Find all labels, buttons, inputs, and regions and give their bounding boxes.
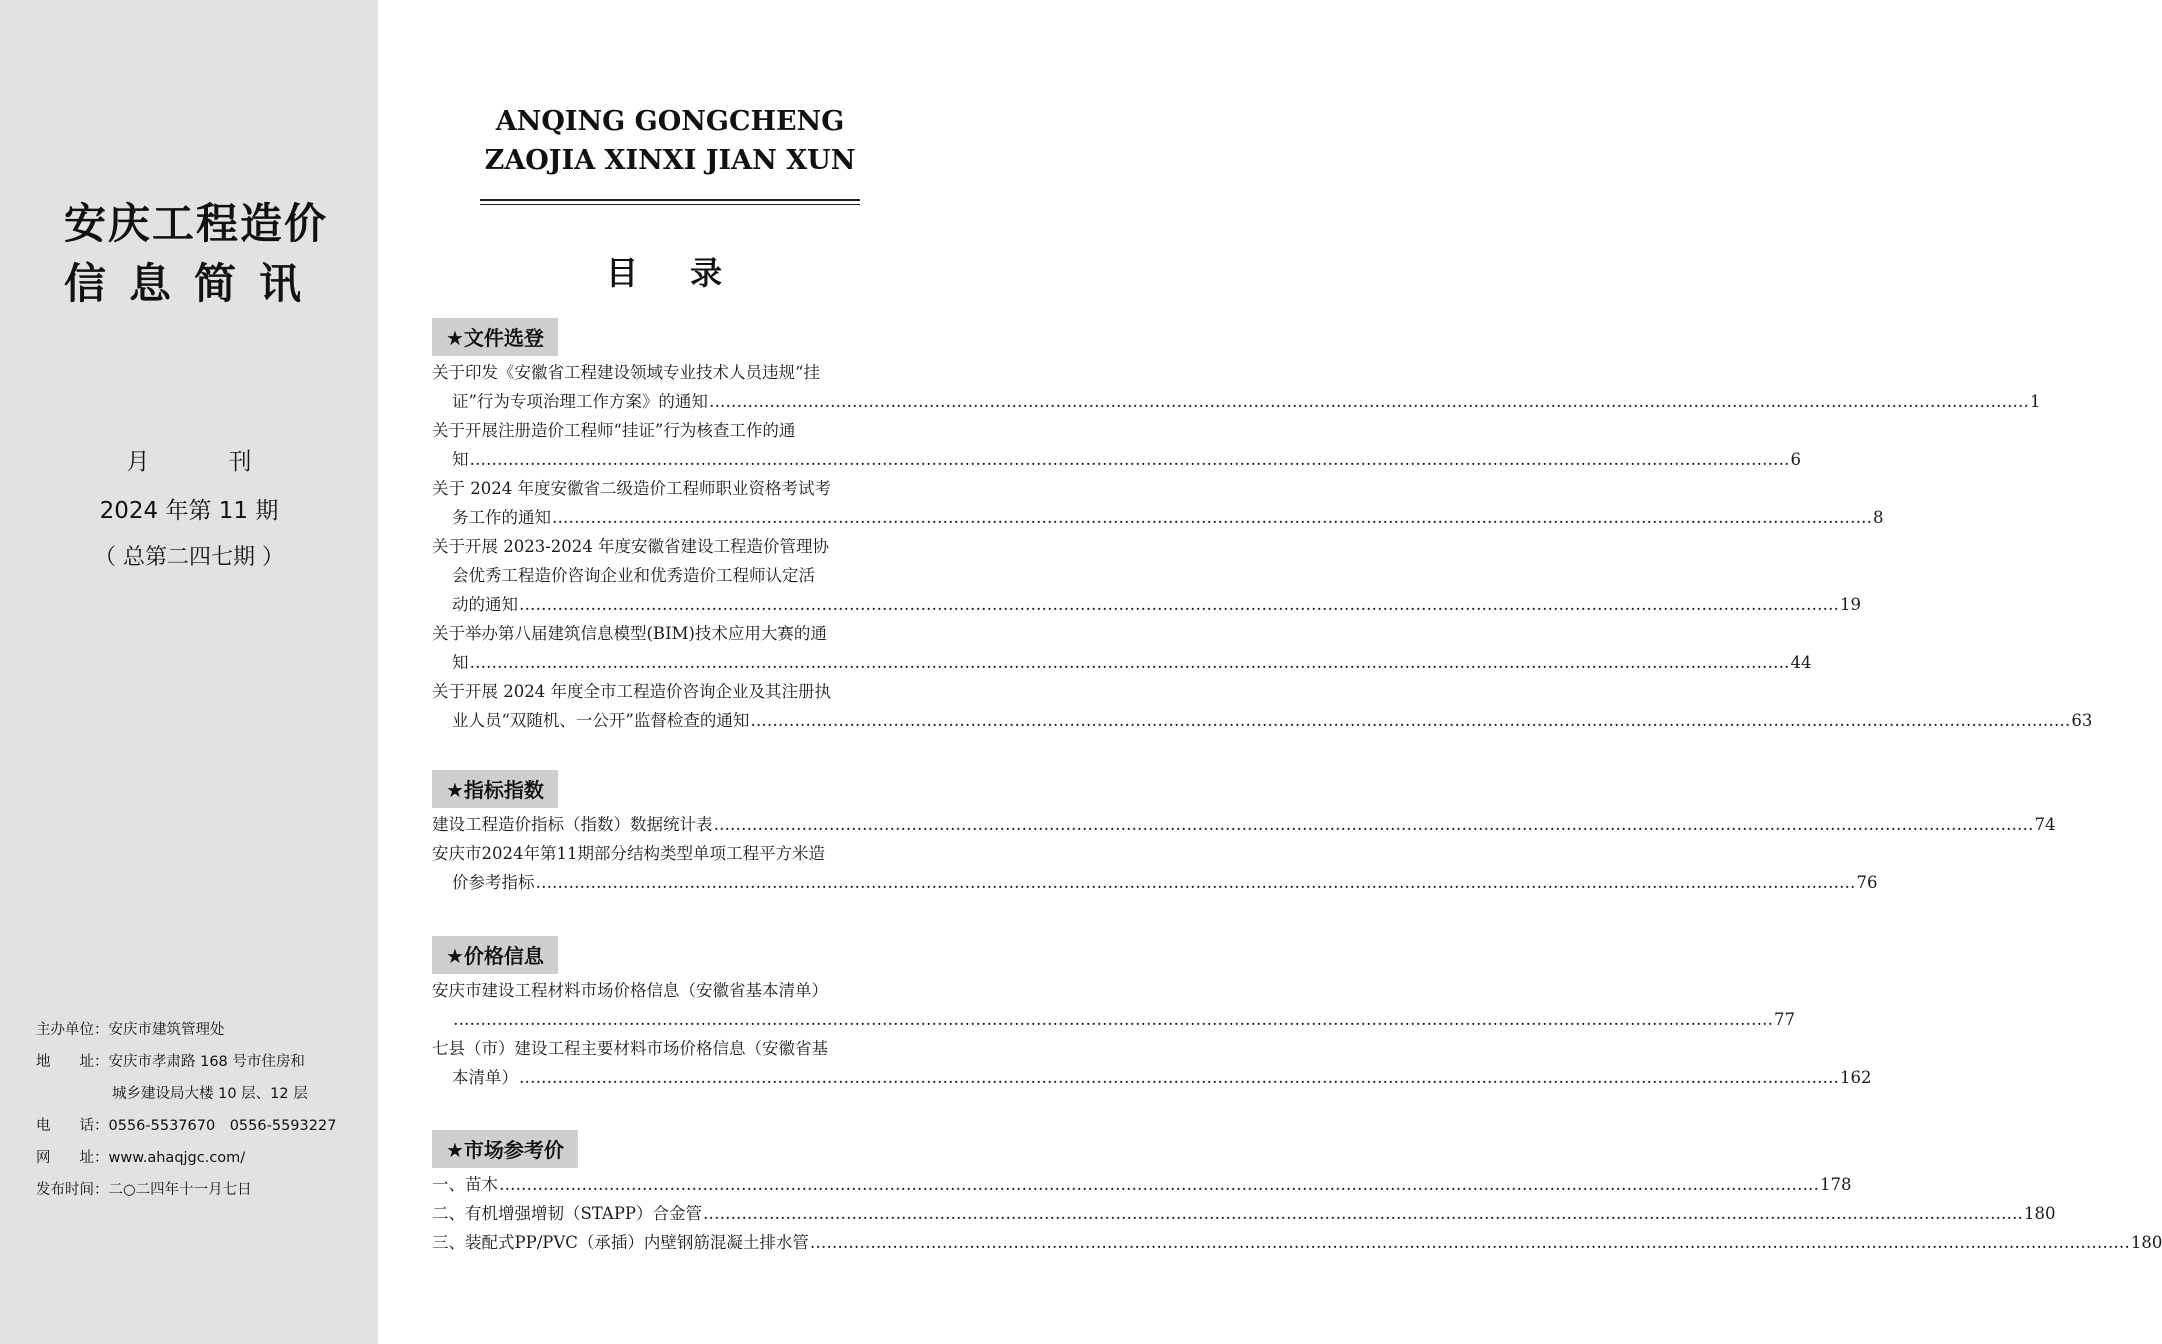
toc-leader-dots: …………………………………………………………………………………………………………………………………………………………………………………………………………………… [552, 508, 1872, 527]
toc-entry-text: 关于开展注册造价工程师“挂证”行为核查工作的通 [432, 421, 796, 440]
toc-entry-text: 业人员“双随机、一公开”监督检查的通知 [452, 711, 750, 730]
toc-entry-text: 知 [452, 450, 469, 469]
web-link[interactable]: www.ahaqjgc.com/ [108, 1150, 246, 1166]
toc-page-number: 63 [2071, 711, 2093, 730]
toc-entry[interactable] [432, 839, 1878, 897]
toc-page-number: 44 [1790, 653, 1812, 672]
toc-page-number: 8 [1873, 508, 1884, 527]
date-value: 二○二四年十一月七日 [108, 1182, 252, 1198]
toc-entry-text: 三、装配式PP/PVC（承插）内壁钢筋混凝土排水管 [432, 1233, 809, 1252]
sponsor-value: 安庆市建筑管理处 [108, 1022, 225, 1038]
toc-leader-dots: …………………………………………………………………………………………………………………………………………………………………………………………………………………… [708, 392, 2029, 411]
masthead-line1: 安庆工程造价 [64, 199, 329, 248]
toc-page-number: 74 [2034, 815, 2056, 834]
web-row [36, 1146, 245, 1167]
address-row-2 [112, 1082, 308, 1103]
toc-entry-text: 关于开展 2023-2024 年度安徽省建设工程造价管理协 [432, 537, 830, 556]
masthead-line2: 信息简讯 [64, 259, 325, 308]
toc-entry-text: 关于 2024 年度安徽省二级造价工程师职业资格考试考 [432, 479, 831, 498]
sponsor-row [36, 1018, 225, 1039]
toc-leader-dots: …………………………………………………………………………………………………………………………………………………………………………………………………………………… [469, 450, 1790, 469]
toc-entry-text: 证”行为专项治理工作方案》的通知 [452, 392, 708, 411]
toc-entry[interactable] [432, 1199, 2056, 1228]
section-title: ★市场参考价 [432, 1130, 578, 1168]
toc-entry[interactable] [432, 619, 1812, 677]
toc-entry-text: 安庆市2024年第11期部分结构类型单项工程平方米造 [432, 844, 825, 863]
title-rule-thick [480, 199, 860, 201]
toc-leader-dots: …………………………………………………………………………………………………………………………………………………………………………………………………………………… [809, 1233, 2130, 1252]
toc-heading: 目录 [606, 254, 775, 292]
toc-page-number: 77 [1774, 1010, 1795, 1029]
toc-entry-text: 关于举办第八届建筑信息模型(BIM)技术应用大赛的通 [432, 624, 827, 643]
section-title: ★指标指数 [432, 770, 558, 808]
toc-entry-text: 安庆市建设工程材料市场价格信息（安徽省基本清单） [432, 981, 828, 1000]
toc-page-number: 76 [1856, 873, 1878, 892]
toc-entry[interactable] [432, 810, 2056, 839]
toc-entry-text: 七县（市）建设工程主要材料市场价格信息（安徽省基 [432, 1039, 828, 1058]
toc-entry-text: 动的通知 [452, 595, 518, 614]
phone-label: 电 话： [36, 1118, 109, 1134]
toc-leader-dots: …………………………………………………………………………………………………………………………………………………………………………………………………………………… [519, 1068, 1839, 1087]
toc-leader-dots: …………………………………………………………………………………………………………………………………………………………………………………………………………………… [535, 873, 1856, 892]
toc-page-number: 19 [1840, 595, 1861, 614]
toc-entry-text: 会优秀工程造价咨询企业和优秀造价工程师认定活 [452, 566, 815, 585]
toc-leader-dots: …………………………………………………………………………………………………………………………………………………………………………………………………………………… [713, 815, 2034, 834]
address-line2: 城乡建设局大楼 10 层、12 层 [112, 1086, 308, 1102]
toc-leader-dots: …………………………………………………………………………………………………………………………………………………………………………………………………………………… [519, 595, 1839, 614]
sponsor-label: 主办单位： [36, 1022, 109, 1038]
toc-entry[interactable] [432, 532, 1861, 619]
title-rule-thin [480, 204, 860, 205]
issue-frequency: 月 刊 [126, 449, 280, 475]
toc-entry-text: 本清单） [452, 1068, 518, 1087]
phone-value: 0556-5537670 0556-5593227 [108, 1118, 337, 1134]
toc-entry-text: 建设工程造价指标（指数）数据统计表 [432, 815, 713, 834]
toc-entry[interactable] [432, 1228, 2162, 1257]
toc-entry[interactable] [432, 1034, 1872, 1092]
toc-page-number: 178 [1820, 1175, 1852, 1194]
toc-page-number: 162 [1840, 1068, 1872, 1087]
date-label: 发布时间： [36, 1182, 109, 1198]
toc-leader-dots: …………………………………………………………………………………………………………………………………………………………………………………………………………………… [703, 1204, 2024, 1223]
issue-total: （ 总第二四七期 ） [94, 545, 284, 570]
address-row [36, 1050, 305, 1071]
toc-leader-dots: …………………………………………………………………………………………………………………………………………………………………………………………………………………… [750, 711, 2071, 730]
toc-page-number: 1 [2029, 392, 2041, 411]
section-title: ★文件选登 [432, 318, 558, 356]
toc-entry[interactable] [432, 358, 2041, 416]
toc-entry-text: 务工作的通知 [452, 508, 551, 527]
toc-entry-text: 二、有机增强增韧（STAPP）合金管 [432, 1204, 703, 1223]
english-title-line1: ANQING GONGCHENG [495, 106, 845, 137]
toc-page-number: 180 [2130, 1233, 2162, 1252]
toc-entry-text: 关于开展 2024 年度全市工程造价咨询企业及其注册执 [432, 682, 831, 701]
address-line1: 安庆市孝肃路 168 号市住房和 [108, 1054, 305, 1070]
section-title: ★价格信息 [432, 936, 558, 974]
cover-left-panel [0, 0, 378, 1344]
toc-page-number: 180 [2024, 1204, 2056, 1223]
toc-entry[interactable] [432, 416, 1801, 474]
issue-number: 2024 年第 11 期 [99, 498, 279, 524]
web-label: 网 址： [36, 1150, 109, 1166]
toc-entry-text: 一、苗木 [432, 1175, 498, 1194]
toc-page-number: 6 [1790, 450, 1801, 469]
toc-entry-text: 知 [452, 653, 469, 672]
date-row [36, 1178, 252, 1199]
toc-leader-dots: …………………………………………………………………………………………………………………………………………………………………………………………………………………… [499, 1175, 1819, 1194]
toc-entry[interactable] [432, 474, 1884, 532]
toc-entry-text: 关于印发《安徽省工程建设领域专业技术人员违规“挂 [432, 363, 820, 382]
toc-leader-dots: …………………………………………………………………………………………………………………………………………………………………………………………………………………… [469, 653, 1790, 672]
toc-entry[interactable] [432, 677, 2093, 735]
toc-entry[interactable] [432, 976, 1795, 1034]
toc-entry-text: 价参考指标 [452, 873, 535, 892]
toc-leader-dots: …………………………………………………………………………………………………………………………………………………………………………………………………………………… [453, 1010, 1773, 1029]
toc-entry[interactable] [432, 1170, 1852, 1199]
phone-row [36, 1114, 336, 1135]
english-title-line2: ZAOJIA XINXI JIAN XUN [484, 145, 856, 176]
address-label: 地 址： [36, 1054, 109, 1070]
